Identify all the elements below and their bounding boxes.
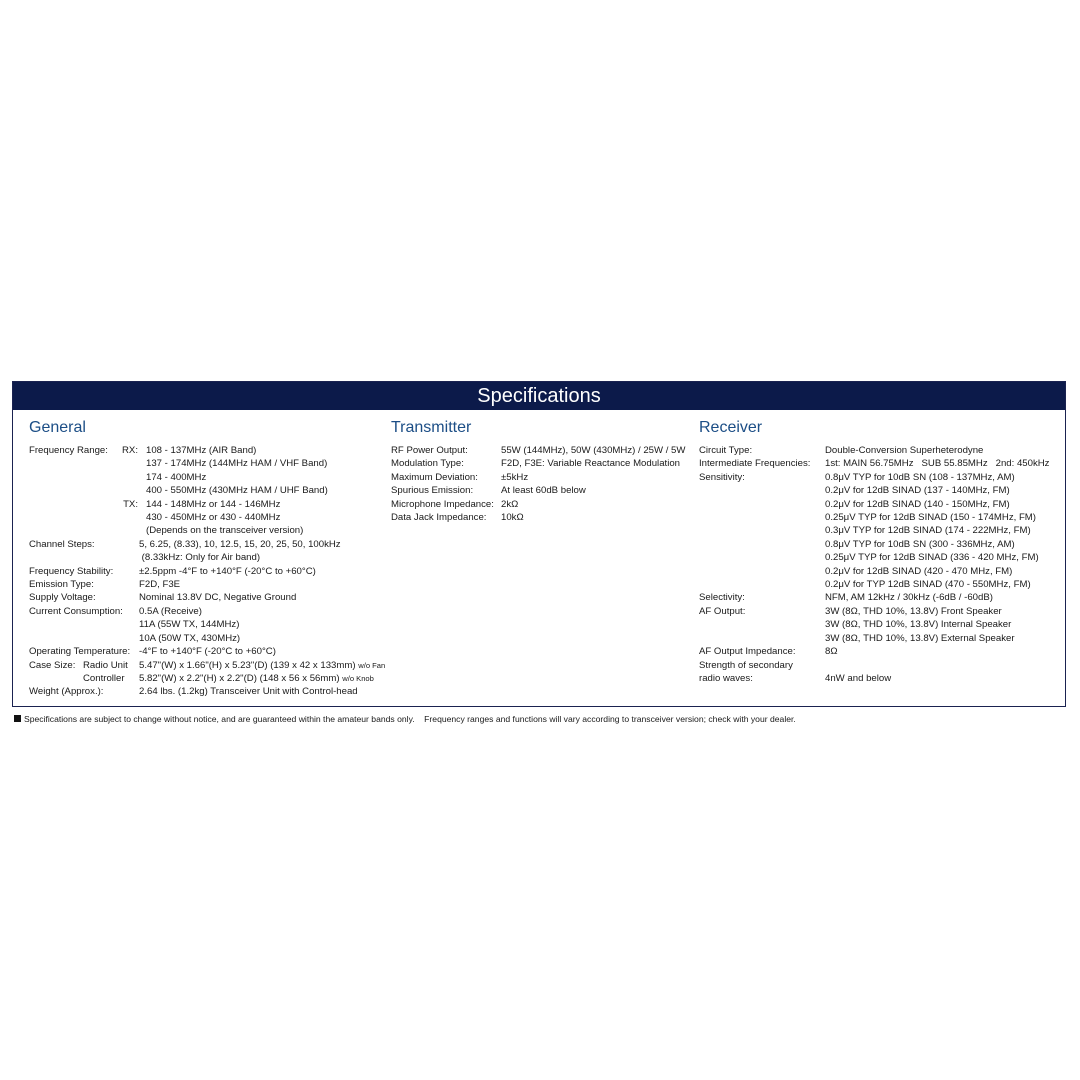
sensitivity-value: 0.2μV for 12dB SINAD (420 - 470 MHz, FM): [825, 565, 1013, 577]
current-consumption-label: Current Consumption:: [29, 605, 123, 617]
tx-values: [146, 498, 303, 538]
supply-voltage-label: Supply Voltage:: [29, 592, 96, 604]
tx-value: 144 - 148MHz or 144 - 146MHz: [146, 498, 281, 510]
radio-unit-label: Radio Unit: [83, 659, 128, 671]
sensitivity-value: 0.2μV for 12dB SINAD (137 - 140MHz, FM): [825, 485, 1010, 497]
modulation-type-value: F2D, F3E: Variable Reactance Modulation: [501, 458, 680, 470]
modulation-type-label: Modulation Type:: [391, 458, 464, 470]
emission-type-label: Emission Type:: [29, 579, 94, 591]
channel-steps-label: Channel Steps:: [29, 538, 95, 550]
rx-value: 108 - 137MHz (AIR Band): [146, 445, 257, 456]
af-output-impedance-value: 8Ω: [825, 646, 838, 658]
sensitivity-value: 0.2μV for 12dB SINAD (140 - 150MHz, FM): [825, 498, 1010, 510]
sensitivity-value: 0.3μV TYP for 12dB SINAD (174 - 222MHz, FM): [825, 525, 1031, 537]
af-output-value: 3W (8Ω, THD 10%, 13.8V) Front Speaker: [825, 605, 1002, 617]
intermediate-frequencies-row: [699, 457, 1049, 470]
emission-type-value: F2D, F3E: [139, 579, 181, 591]
rx-label: RX:: [122, 445, 138, 456]
current-consumption-value: 11A (55W TX, 144MHz): [139, 619, 240, 631]
secondary-waves-row: [699, 659, 1049, 686]
spurious-emission-value: At least 60dB below: [501, 485, 586, 497]
general-section: [29, 418, 385, 699]
rx-value: 174 - 400MHz: [146, 471, 207, 483]
tx-value: 430 - 450MHz or 430 - 440MHz: [146, 512, 281, 524]
circuit-type-label: Circuit Type:: [699, 445, 753, 456]
receiver-section: [699, 418, 1049, 685]
specifications-panel: [12, 381, 1066, 707]
af-output-impedance-row: [699, 645, 1049, 658]
frequency-stability-value: ±2.5ppm -4°F to +140°F (-20°C to +60°C): [139, 565, 316, 577]
frequency-range-rx-row: [29, 444, 385, 498]
af-output-row: [699, 605, 1049, 645]
secondary-waves-label: Strength of secondary radio waves:: [699, 659, 793, 684]
weight-label: Weight (Approx.):: [29, 686, 104, 698]
tx-label: TX:: [123, 498, 138, 510]
af-output-value: 3W (8Ω, THD 10%, 13.8V) External Speaker: [825, 632, 1015, 644]
sensitivity-value: 0.25μV TYP for 12dB SINAD (150 - 174MHz, FM): [825, 512, 1036, 524]
af-output-impedance-label: AF Output Impedance:: [699, 646, 796, 658]
selectivity-label: Selectivity:: [699, 592, 745, 604]
current-consumption-value: 10A (50W TX, 430MHz): [139, 632, 241, 644]
selectivity-row: [699, 591, 1049, 604]
secondary-waves-values: [825, 659, 891, 686]
controller-label: Controller: [83, 672, 125, 684]
sensitivity-value: 0.8μV TYP for 10dB SN (108 - 137MHz, AM): [825, 471, 1015, 483]
tx-spec-row: [391, 444, 685, 457]
microphone-impedance-value: 2kΩ: [501, 498, 519, 510]
secondary-waves-value: 4nW and below: [825, 672, 892, 684]
case-size-controller-row: [29, 672, 385, 685]
weight-value: 2.64 lbs. (1.2kg) Transceiver Unit with Control-head: [139, 686, 358, 698]
rx-values: [146, 444, 328, 498]
tx-spec-row: [391, 457, 685, 470]
channel-steps-values: [139, 538, 341, 565]
general-heading: General: [29, 419, 86, 436]
supply-voltage-value: Nominal 13.8V DC, Negative Ground: [139, 592, 297, 604]
current-consumption-values: [139, 605, 240, 645]
sensitivity-label: Sensitivity:: [699, 471, 745, 483]
transmitter-section: [391, 418, 685, 524]
circuit-type-value: Double-Conversion Superheterodyne: [825, 445, 984, 456]
frequency-stability-row: [29, 565, 385, 578]
sensitivity-value: 0.25μV TYP for 12dB SINAD (336 - 420 MHz, FM): [825, 552, 1039, 564]
data-jack-impedance-label: Data Jack Impedance:: [391, 512, 487, 524]
supply-voltage-row: [29, 591, 385, 604]
sensitivity-row: [699, 471, 1049, 592]
current-consumption-row: [29, 605, 385, 645]
af-output-value: 3W (8Ω, THD 10%, 13.8V) Internal Speaker: [825, 619, 1012, 631]
operating-temperature-label: Operating Temperature:: [29, 646, 131, 658]
circuit-type-row: [699, 444, 1049, 457]
frequency-stability-label: Frequency Stability:: [29, 565, 114, 577]
microphone-impedance-label: Microphone Impedance:: [391, 498, 494, 510]
specifications-title: Specifications: [13, 382, 1065, 410]
rf-power-value: 55W (144MHz), 50W (430MHz) / 25W / 5W: [501, 445, 686, 456]
frequency-range-label: Frequency Range:: [29, 445, 108, 456]
frequency-range-tx-row: [29, 498, 385, 538]
af-output-values: [825, 605, 1015, 645]
footnote-text: Specifications are subject to change without notice, and are guaranteed within the amateur bands only. Frequency ranges and functions will vary according to transceiver version; check with your dealer.: [24, 714, 796, 724]
sensitivity-value: 0.8μV TYP for 10dB SN (300 - 336MHz, AM): [825, 538, 1015, 550]
footnote: [14, 714, 796, 725]
maximum-deviation-value: ±5kHz: [501, 471, 529, 483]
case-size-radio-row: [29, 659, 385, 672]
spurious-emission-label: Spurious Emission:: [391, 485, 474, 497]
channel-steps-value: 5, 6.25, (8.33), 10, 12.5, 15, 20, 25, 50, 100kHz: [139, 538, 341, 550]
square-bullet-icon: [14, 715, 21, 722]
rf-power-label: RF Power Output:: [391, 445, 468, 456]
rx-value: 137 - 174MHz (144MHz HAM / VHF Band): [146, 458, 328, 470]
channel-steps-note: (8.33kHz: Only for Air band): [139, 552, 261, 564]
sensitivity-value: 0.2μV for TYP 12dB SINAD (470 - 550MHz, FM): [825, 579, 1031, 591]
intermediate-frequencies-label: Intermediate Frequencies:: [699, 458, 811, 470]
receiver-heading: Receiver: [699, 419, 763, 436]
operating-temperature-row: [29, 645, 385, 658]
tx-spec-row: [391, 471, 685, 484]
weight-row: [29, 685, 385, 698]
intermediate-frequencies-value: 1st: MAIN 56.75MHz SUB 55.85MHz 2nd: 450kHz: [825, 458, 1050, 470]
emission-type-row: [29, 578, 385, 591]
sensitivity-values: [825, 471, 1039, 592]
maximum-deviation-label: Maximum Deviation:: [391, 471, 478, 483]
selectivity-value: NFM, AM 12kHz / 30kHz (-6dB / -60dB): [825, 592, 993, 604]
case-size-label: Case Size:: [29, 659, 76, 671]
channel-steps-row: [29, 538, 385, 565]
rx-value: 400 - 550MHz (430MHz HAM / UHF Band): [146, 485, 328, 497]
af-output-label: AF Output:: [699, 605, 746, 617]
current-consumption-value: 0.5A (Receive): [139, 605, 202, 617]
operating-temperature-value: -4°F to +140°F (-20°C to +60°C): [139, 646, 276, 658]
radio-unit-value: 5.47"(W) x 1.66"(H) x 5.23"(D) (139 x 42 x 133mm) w/o Fan: [139, 659, 386, 671]
tx-value: (Depends on the transceiver version): [146, 525, 304, 537]
controller-value: 5.82"(W) x 2.2"(H) x 2.2"(D) (148 x 56 x 56mm) w/o Knob: [139, 672, 374, 684]
radio-unit-note: w/o Fan: [358, 660, 386, 670]
tx-spec-row: [391, 498, 685, 511]
tx-spec-row: [391, 511, 685, 524]
transmitter-heading: Transmitter: [391, 419, 472, 436]
tx-spec-row: [391, 484, 685, 497]
data-jack-impedance-value: 10kΩ: [501, 512, 524, 524]
controller-note: w/o Knob: [342, 673, 374, 683]
